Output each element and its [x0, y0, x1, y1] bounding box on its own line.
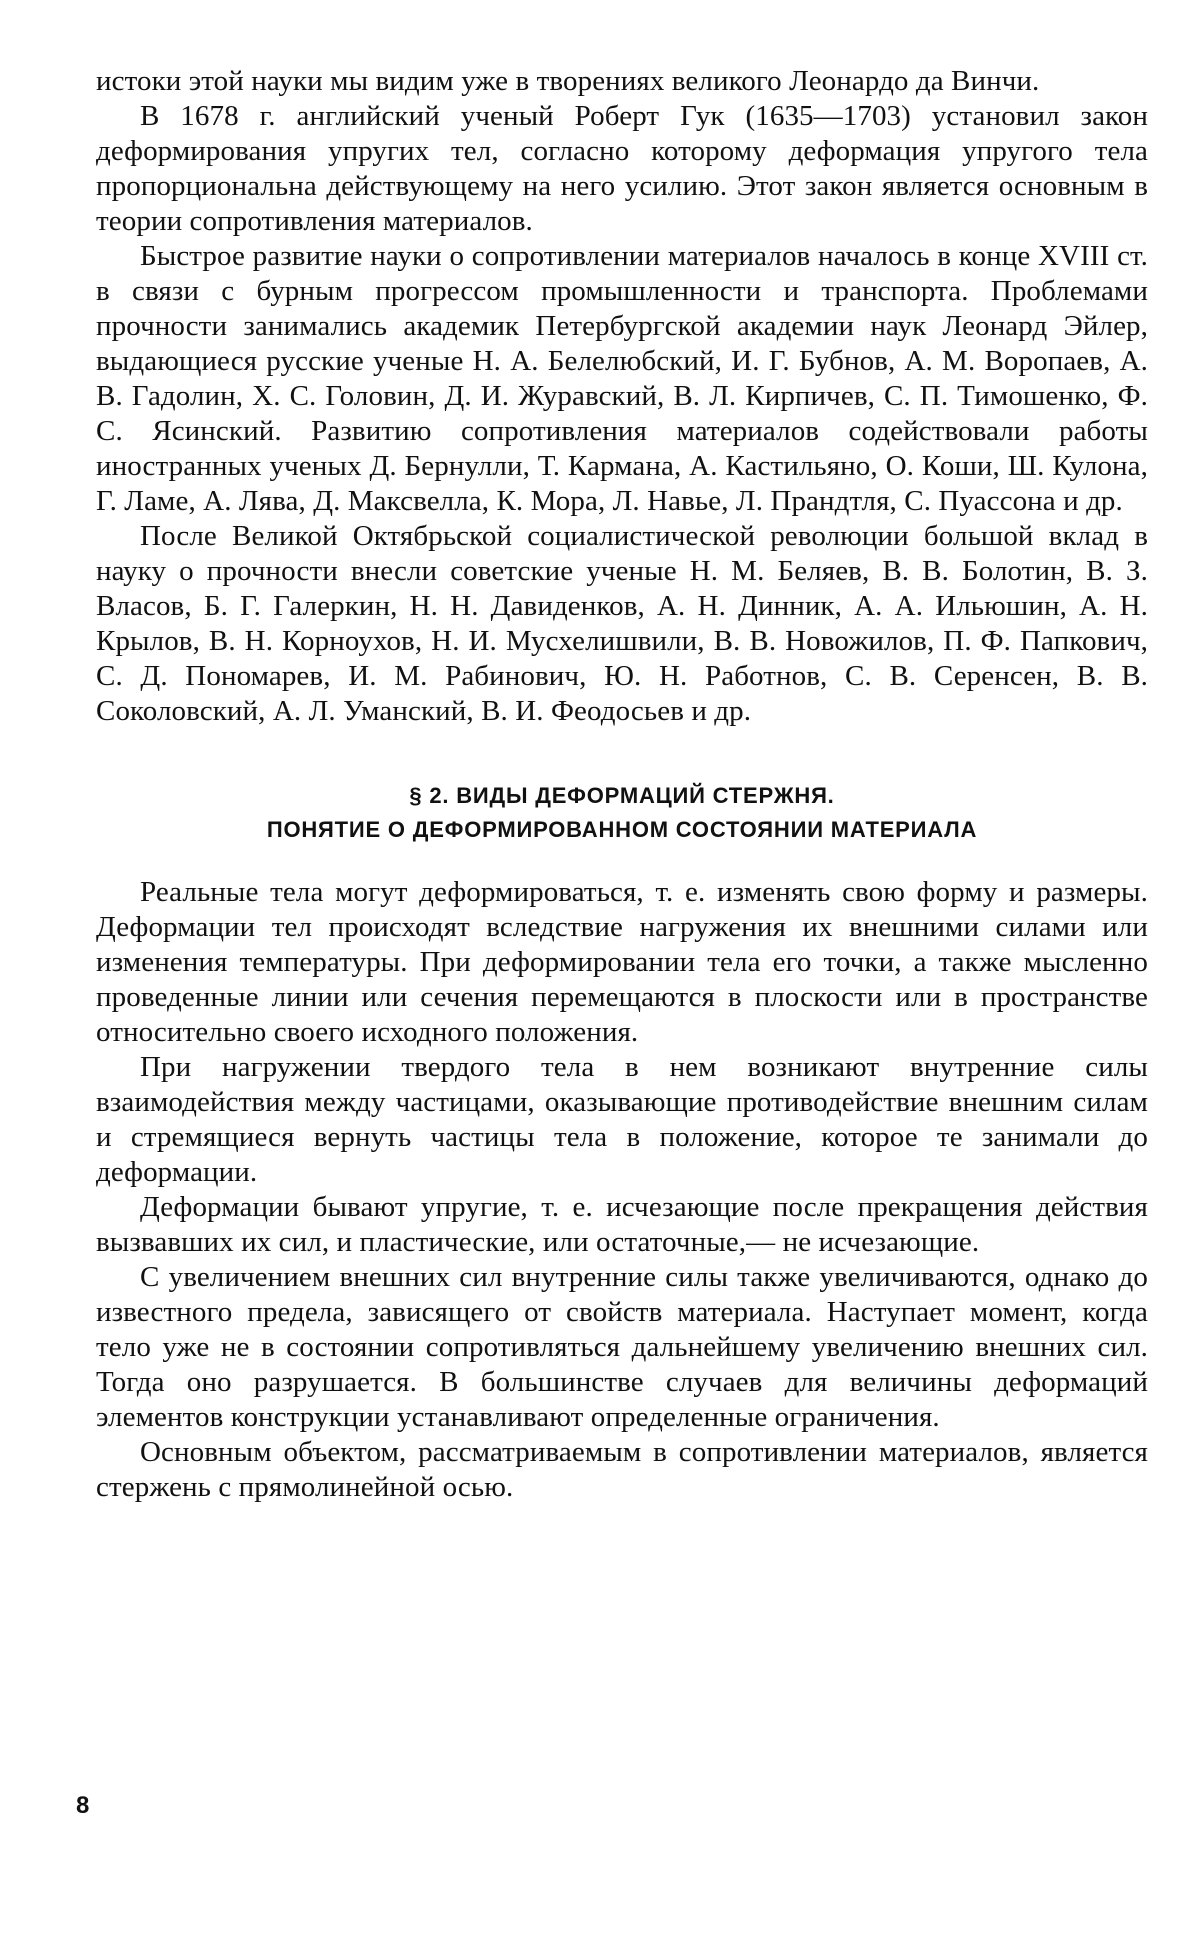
paragraph-development: Быстрое развитие науки о сопротивлении материалов началось в конце XVIII ст. в связи с бурным прогрессом промышленности и транспорта. Проблемами прочности занимались академик Петербургской академии наук Леонард Эйлер, выдающиеся русские ученые Н. А. Белелюбский, И. Г. Бубнов, А. М. Воропаев, А. В. Гадолин, Х. С. Головин, Д. И. Журавский, В. Л. Кирпичев, С. П. Тимошенко, Ф. С. Ясинский. Развитию сопротивления материалов содействовали работы иностранных ученых Д. Бернулли, Т. Кармана, А. Кастильяно, О. Коши, Ш. Кулона, Г. Ламе, А. Лява, Д. Максвелла, К. Мора, Л. Навье, Л. Прандтля, С. Пуассона и др. — [96, 240, 1148, 517]
paragraph-failure: С увеличением внешних сил внутренние силы также увеличиваются, однако до известного предела, зависящего от свойств материала. Наступает момент, когда тело уже не в состоянии сопротивляться дальнейшему увеличению внешних сил. Тогда оно разрушается. В большинстве случаев для величины деформаций элементов конструкции устанавливают определенные ограничения. — [96, 1261, 1148, 1433]
paragraph-hooke: В 1678 г. английский ученый Роберт Гук (1635—1703) установил закон деформирования упругих тел, согласно которому деформация упругого тела пропорциональна действующему на него усилию. Этот закон является основным в теории сопротивления материалов. — [96, 100, 1148, 237]
paragraph-main-object: Основным объектом, рассматриваемым в сопротивлении материалов, является стержень с прямолинейной осью. — [96, 1436, 1148, 1503]
section-subtitle: ПОНЯТИЕ О ДЕФОРМИРОВАННОМ СОСТОЯНИИ МАТЕРИАЛА — [266, 817, 978, 842]
section-title: § 2. ВИДЫ ДЕФОРМАЦИЙ СТЕРЖНЯ. — [409, 783, 835, 808]
paragraph-soviet-scientists: После Великой Октябрьской социалистической революции большой вклад в науку о прочности внесли советские ученые Н. М. Беляев, В. В. Болотин, В. З. Власов, Б. Г. Галеркин, Н. Н. Давиденков, А. Н. Динник, А. А. Ильюшин, А. Н. Крылов, В. Н. Корноухов, Н. И. Мусхелишвили, В. В. Новожилов, П. Ф. Папкович, С. Д. Пономарев, И. М. Рабинович, Ю. Н. Работнов, С. В. Серенсен, В. В. Соколовский, А. Л. Уманский, В. И. Феодосьев и др. — [96, 520, 1148, 727]
paragraph-continuation: истоки этой науки мы видим уже в творениях великого Леонардо да Винчи. — [96, 65, 1040, 97]
paragraph-deformation-types: Деформации бывают упругие, т. е. исчезающие после прекращения действия вызвавших их сил, и пластические, или остаточные,— не исчезающие. — [96, 1191, 1148, 1258]
section-heading — [96, 779, 1148, 847]
book-page — [96, 64, 1148, 1505]
page-number: 8 — [76, 1792, 90, 1819]
paragraph-real-bodies: Реальные тела могут деформироваться, т. е. изменять свою форму и размеры. Деформации тел происходят вследствие нагружения их внешними силами или изменения температуры. При деформировании тела его точки, а также мысленно проведенные линии или сечения перемещаются в плоскости или в пространстве относительно своего исходного положения. — [96, 876, 1148, 1048]
paragraph-internal-forces: При нагружении твердого тела в нем возникают внутренние силы взаимодействия между частицами, оказывающие противодействие внешним силам и стремящиеся вернуть частицы тела в положение, которое те занимали до деформации. — [96, 1051, 1148, 1188]
